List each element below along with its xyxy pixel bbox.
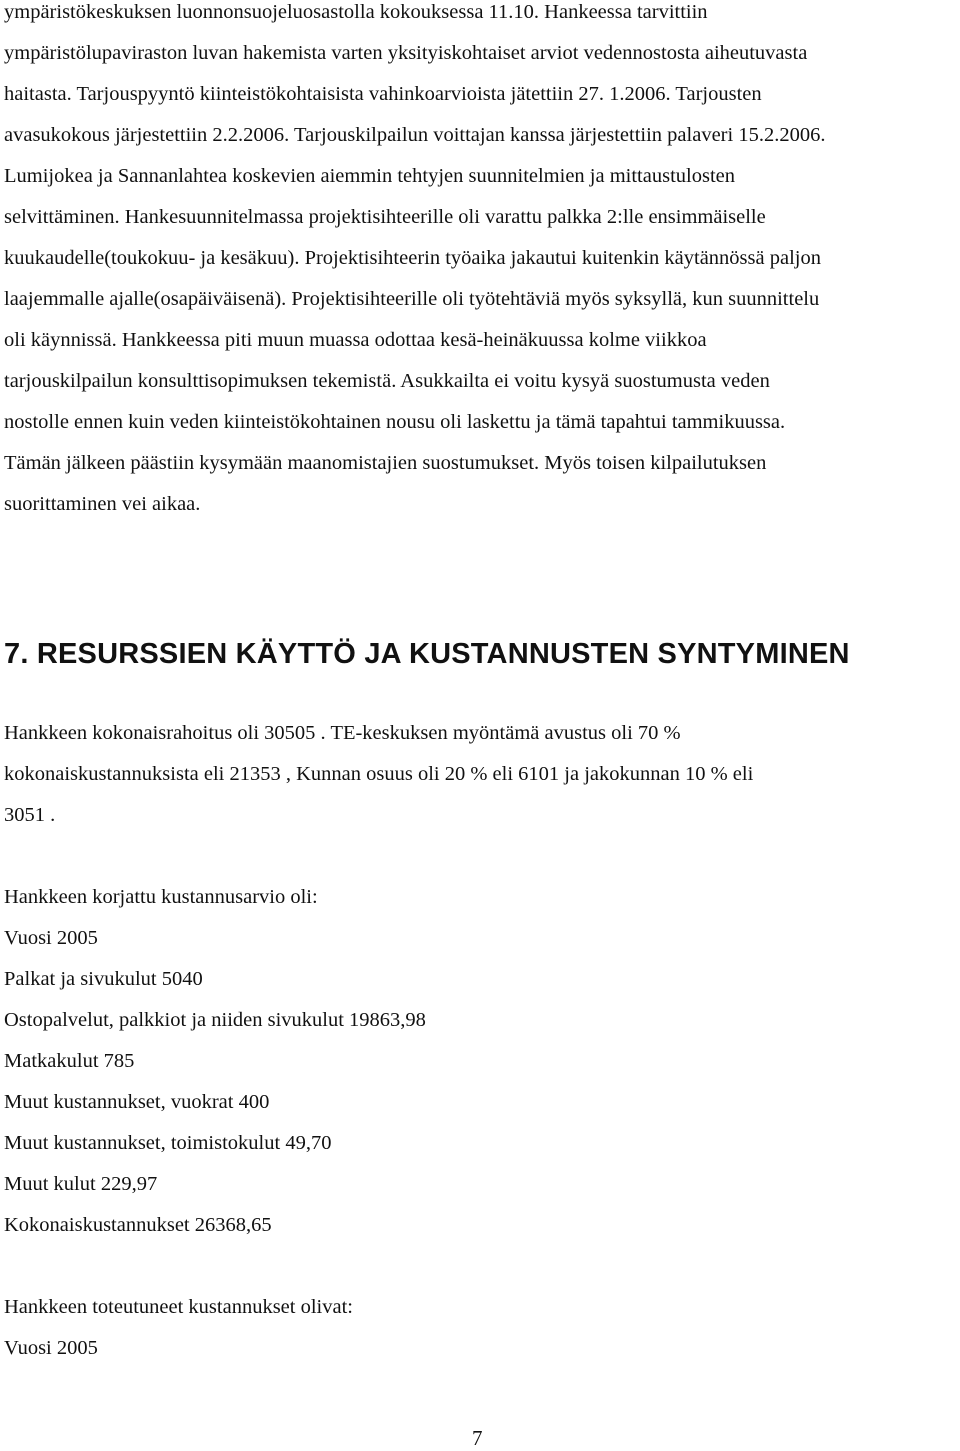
- intro-line: laajemmalle ajalle(osapäiväisenä). Projektisihteerille oli työtehtäviä myös syksyllä, kun suunnittelu: [4, 288, 820, 310]
- intro-line: Tämän jälkeen päästiin kysymään maanomistajien suostumukset. Myös toisen kilpailutuksen: [4, 452, 767, 474]
- budget-total: Kokonaiskustannukset 26368,65: [4, 1214, 272, 1236]
- actual-costs-year: Vuosi 2005: [4, 1337, 98, 1359]
- intro-line: selvittäminen. Hankesuunnitelmassa projektisihteerille oli varattu palkka 2:lle ensimmäiselle: [4, 206, 766, 228]
- actual-costs-title: Hankkeen toteutuneet kustannukset olivat:: [4, 1296, 353, 1318]
- funding-line: Hankkeen kokonaisrahoitus oli 30505 . TE-keskuksen myöntämä avustus oli 70 %: [4, 722, 681, 744]
- intro-line: suorittaminen vei aikaa.: [4, 493, 201, 515]
- revised-budget-year: Vuosi 2005: [4, 927, 98, 949]
- budget-item: Muut kulut 229,97: [4, 1173, 158, 1195]
- intro-line: kuukaudelle(toukokuu- ja kesäkuu). Projektisihteerin työaika jakautui kuitenkin käytännössä paljon: [4, 247, 821, 269]
- intro-line: Lumijokea ja Sannanlahtea koskevien aiemmin tehtyjen suunnitelmien ja mittaustulosten: [4, 165, 735, 187]
- intro-line: avasukokous järjestettiin 2.2.2006. Tarjouskilpailun voittajan kanssa järjestettiin palaveri 15.2.2006.: [4, 124, 826, 146]
- revised-budget-title: Hankkeen korjattu kustannusarvio oli:: [4, 886, 318, 908]
- intro-line: ympäristölupaviraston luvan hakemista varten yksityiskohtaiset arviot vedennostosta aiheutuvasta: [4, 42, 808, 64]
- funding-line: kokonaiskustannuksista eli 21353 , Kunnan osuus oli 20 % eli 6101 ja jakokunnan 10 % eli: [4, 763, 754, 785]
- budget-item: Ostopalvelut, palkkiot ja niiden sivukulut 19863,98: [4, 1009, 426, 1031]
- page-number: 7: [472, 1426, 483, 1450]
- intro-line: tarjouskilpailun konsulttisopimuksen tekemistä. Asukkailta ei voitu kysyä suostumusta veden: [4, 370, 770, 392]
- section-heading: 7. RESURSSIEN KÄYTTÖ JA KUSTANNUSTEN SYNTYMINEN: [4, 638, 850, 670]
- budget-item: Muut kustannukset, vuokrat 400: [4, 1091, 270, 1113]
- intro-line: oli käynnissä. Hankkeessa piti muun muassa odottaa kesä-heinäkuussa kolme viikkoa: [4, 329, 707, 351]
- funding-line: 3051 .: [4, 804, 56, 826]
- intro-line: nostolle ennen kuin veden kiinteistökohtainen nousu oli laskettu ja tämä tapahtui tammikuussa.: [4, 411, 786, 433]
- budget-item: Palkat ja sivukulut 5040: [4, 968, 203, 990]
- budget-item: Matkakulut 785: [4, 1050, 135, 1072]
- budget-item: Muut kustannukset, toimistokulut 49,70: [4, 1132, 332, 1154]
- intro-line: ympäristökeskuksen luonnonsuojeluosastolla kokouksessa 11.10. Hankeessa tarvittiin: [4, 1, 708, 23]
- intro-line: haitasta. Tarjouspyyntö kiinteistökohtaisista vahinkoarvioista jätettiin 27. 1.2006. Tarjousten: [4, 83, 762, 105]
